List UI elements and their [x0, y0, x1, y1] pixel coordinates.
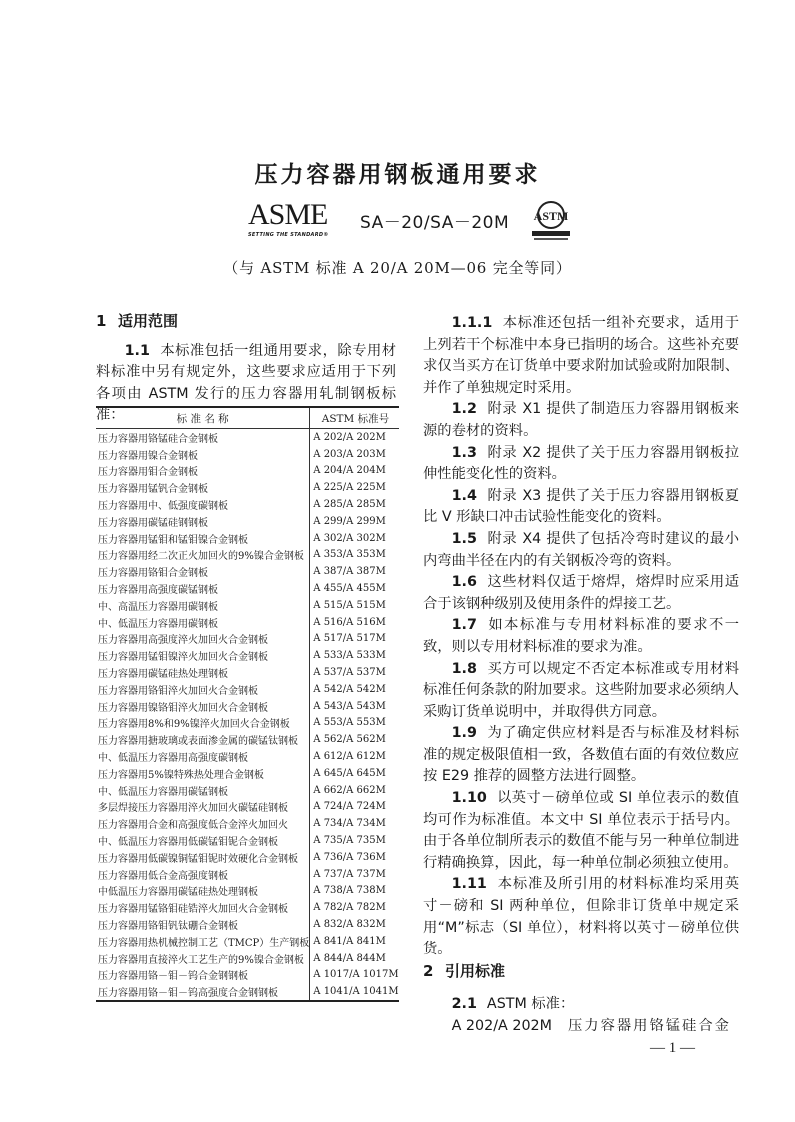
clause-paragraph [423, 788, 739, 874]
clause-paragraph [423, 486, 739, 529]
astm-number: A 203/A 203M [310, 446, 399, 463]
clause-text: 本标准包括一组通用要求，除专用材料标准中另有规定外，这些要求应适用于下列各项由 ASTM 发行的压力容器用轧制钢板标准： [96, 342, 396, 424]
table-row [96, 731, 399, 748]
page-number: — 1 — [650, 1040, 695, 1056]
standard-name: 中、低温压力容器用碳锰钢板 [98, 786, 228, 798]
standard-name: 压力容器用镍合金钢板 [98, 450, 198, 462]
clause-number: 1.3 [451, 444, 477, 461]
standard-name: 压力容器用搪玻璃或表面渗金属的碳锰钛钢板 [98, 736, 298, 748]
astm-number: A 225/A 225M [310, 479, 399, 496]
table-row [96, 580, 399, 597]
standard-name: 压力容器用中、低强度碳钢板 [98, 501, 228, 513]
standard-name: 压力容器用低碳镍铜锰钼铌时效硬化合金钢板 [98, 853, 298, 865]
astm-number: A 202/A 202M [310, 429, 399, 446]
astm-number: A 517/A 517M [310, 631, 399, 648]
clause-number: 1.1.1 [451, 315, 493, 331]
section-number: 2 [423, 961, 434, 980]
table-row [96, 782, 399, 799]
clause-number: 1.1 [124, 342, 150, 359]
reference-title: 压力容器用铬锰硅合金 [567, 1018, 731, 1034]
clause-paragraph [423, 443, 739, 486]
astm-logo [528, 198, 574, 244]
standard-name: 中、低温压力容器用高强度碳钢板 [98, 753, 248, 765]
astm-number: A 782/A 782M [310, 899, 399, 916]
standard-name: 压力容器用5%镍特殊热处理合金钢板 [98, 769, 264, 781]
astm-number: A 553/A 553M [310, 715, 399, 732]
standard-name: 压力容器用铬钼钒钛硼合金钢板 [98, 921, 238, 932]
clause-paragraph [423, 529, 739, 572]
clause-text: 如本标准与专用材料标准的要求不一致，则以专用材料标准的要求为准。 [423, 617, 739, 655]
clause-number: 1.2 [451, 401, 477, 418]
svg-text:ASTM: ASTM [533, 209, 569, 223]
clause-number: 1.10 [451, 790, 487, 807]
table-row [96, 563, 399, 580]
clause-paragraph [423, 399, 739, 442]
table-row [96, 479, 399, 496]
clause-text: 附录 X4 提供了包括冷弯时建议的最小内弯曲半径在内的有关钢板冷弯的资料。 [423, 530, 739, 569]
standard-name: 压力容器用高强度碳锰钢板 [98, 585, 218, 597]
paragraph-2-1 [423, 994, 739, 1016]
standard-name: 压力容器用铬钼淬火加回火合金钢板 [98, 685, 258, 697]
table-row [96, 967, 399, 984]
astm-number: A 455/A 455M [310, 580, 399, 597]
table-row [96, 698, 399, 715]
document-title: 压力容器用钢板通用要求 [254, 162, 541, 188]
table-row [96, 647, 399, 664]
subtitle: （与 ASTM 标准 A 20/A 20M—06 完全等同） [223, 259, 572, 277]
section-number: 1 [96, 312, 107, 330]
standard-code: SA－20/SA－20M [360, 213, 510, 233]
right-column [423, 313, 739, 1038]
astm-number: A 533/A 533M [310, 647, 399, 664]
table-header [96, 407, 399, 429]
astm-number: A 841/A 841M [310, 933, 399, 950]
table-row [96, 513, 399, 530]
astm-number: A 1017/A 1017M [310, 967, 399, 984]
column-header-name: 标 准 名 称 [96, 407, 310, 429]
astm-number: A 353/A 353M [310, 547, 399, 564]
standards-table [96, 406, 399, 1002]
clause-paragraph [423, 659, 739, 724]
clause-text: 本标准还包括一组补充要求，适用于上列若干个标准中本身已指明的场合。这些补充要求仅当买方在订货单中要求附加试验或附加限制、并作了单独规定时采用。 [423, 315, 739, 396]
clause-text: 这些材料仅适于熔焊，熔焊时应采用适合于该钢种级别及使用条件的焊接工艺。 [423, 574, 739, 612]
standard-name: 压力容器用锰钼和锰钼镍合金钢板 [98, 534, 248, 546]
astm-number: A 735/A 735M [310, 832, 399, 849]
asme-logo: ASME SETTING THE STANDARD® [248, 198, 329, 238]
standard-name: 中、高温压力容器用碳钢板 [98, 601, 218, 613]
astm-number: A 645/A 645M [310, 765, 399, 782]
table-row [96, 765, 399, 782]
standard-name: 压力容器用锰钒合金钢板 [98, 484, 208, 496]
astm-number: A 543/A 543M [310, 698, 399, 715]
table-row [96, 446, 399, 463]
astm-number: A 724/A 724M [310, 799, 399, 816]
table-row [96, 899, 399, 916]
standard-name: 中、低温压力容器用低碳锰钼铌合金钢板 [98, 837, 278, 849]
clause-text: 附录 X1 提供了制造压力容器用钢板来源的卷材的资料。 [423, 401, 739, 439]
astm-number: A 1041/A 1041M [310, 983, 399, 1001]
table-row [96, 597, 399, 614]
clause-number: 2.1 [451, 996, 477, 1013]
clause-number: 1.11 [451, 876, 487, 893]
astm-number: A 844/A 844M [310, 950, 399, 967]
section-title: 适用范围 [118, 312, 179, 330]
clause-paragraph [423, 313, 739, 399]
table-row [96, 799, 399, 816]
clause-number: 1.5 [451, 530, 477, 547]
clause-text: 买方可以规定不否定本标准或专用材料标准任何条款的附加要求。这些附加要求必须纳人采购订货单说明中，并取得供方同意。 [423, 660, 739, 720]
standard-name: 多层焊接压力容器用淬火加回火碳锰硅钢板 [98, 803, 288, 815]
standard-name: 压力容器用锰铬钼硅锆淬火加回火合金钢板 [98, 904, 288, 916]
clause-number: 1.4 [451, 487, 477, 504]
table-row [96, 933, 399, 950]
table-row [96, 832, 399, 849]
table-row [96, 530, 399, 547]
astm-number: A 204/A 204M [310, 463, 399, 480]
table-row [96, 883, 399, 900]
clause-text: 为了确定供应材料是否与标准及材料标准的规定极限值相一致，各数值右面的有效位数应按 E29 推荐的圆整方法进行圆整。 [423, 725, 739, 785]
standard-name: 压力容器用8%和9%镍淬火加回火合金钢板 [98, 719, 290, 731]
astm-number: A 299/A 299M [310, 513, 399, 530]
standard-name: 压力容器用高强度淬火加回火合金钢板 [98, 635, 268, 647]
standard-name: 压力容器用铬锰硅合金钢板 [98, 433, 218, 445]
table-row [96, 463, 399, 480]
clause-text: 附录 X3 提供了关于压力容器用钢板夏比 V 形缺口冲击试验性能变化的资料。 [423, 487, 739, 526]
astm-number: A 537/A 537M [310, 664, 399, 681]
standard-name: 压力容器用热机械控制工艺（TMCP）生产钢板 [98, 937, 310, 949]
astm-number: A 285/A 285M [310, 496, 399, 513]
clause-text: 本标准及所引用的材料标准均采用英寸－磅和 SI 两种单位，但除非订货单中规定采用“M”标志（SI 单位），材料将以英寸－磅单位供货。 [423, 876, 739, 958]
standard-name: 压力容器用铬钼合金钢板 [98, 568, 208, 580]
table-row [96, 916, 399, 933]
astm-number: A 302/A 302M [310, 530, 399, 547]
standard-name: 压力容器用铬－钼－钨高强度合金钢钢板 [98, 988, 278, 1000]
standard-name: 压力容器用经二次正火加回火的9%镍合金钢板 [98, 551, 304, 563]
section-title: 引用标准 [445, 961, 506, 980]
table-row [96, 496, 399, 513]
astm-number: A 387/A 387M [310, 563, 399, 580]
standard-name: 压力容器用低合金高强度钢板 [98, 870, 228, 882]
table-row [96, 815, 399, 832]
table-row [96, 614, 399, 631]
standard-name: 中低温压力容器用碳锰硅热处理钢板 [98, 887, 258, 899]
reference-code: A 202/A 202M [451, 1018, 552, 1034]
clause-paragraph [423, 572, 739, 615]
astm-number: A 832/A 832M [310, 916, 399, 933]
standard-name: 压力容器用铬－钼－钨合金钢钢板 [98, 971, 248, 983]
astm-number: A 738/A 738M [310, 883, 399, 900]
clause-paragraph [423, 615, 739, 658]
clause-number: 1.7 [451, 617, 477, 634]
clause-text: 以英寸－磅单位或 SI 单位表示的数值均可作为标准值。本文中 SI 单位表示于括号内。由于各单位制所表示的数值不能与另一种单位制进行精确换算，因此，每一种单位制必须独立使用。 [423, 790, 739, 871]
column-header-number: ASTM 标准号 [310, 407, 399, 429]
astm-number: A 737/A 737M [310, 866, 399, 883]
clause-text: ASTM 标准： [486, 996, 575, 1013]
clause-number: 1.6 [451, 574, 477, 591]
astm-number: A 734/A 734M [310, 815, 399, 832]
standard-name: 压力容器用锰钼镍淬火加回火合金钢板 [98, 652, 268, 664]
table-row [96, 849, 399, 866]
astm-number: A 662/A 662M [310, 782, 399, 799]
table-row [96, 631, 399, 648]
astm-number: A 542/A 542M [310, 681, 399, 698]
standard-name: 压力容器用直接淬火工艺生产的9%镍合金钢板 [98, 954, 304, 966]
clause-number: 1.8 [451, 660, 477, 677]
table-row [96, 983, 399, 1001]
table-row [96, 547, 399, 564]
table-row [96, 866, 399, 883]
clause-number: 1.9 [451, 725, 477, 742]
table-row [96, 664, 399, 681]
standard-name: 中、低温压力容器用碳钢板 [98, 618, 218, 630]
header-logos [0, 198, 795, 244]
standard-name: 压力容器用合金和高强度低合金淬火加回火 [98, 820, 288, 832]
table-row [96, 429, 399, 446]
astm-number: A 736/A 736M [310, 849, 399, 866]
reference-item [423, 1016, 739, 1038]
section-1-heading [96, 311, 396, 333]
standard-name: 压力容器用碳锰硅钢钢板 [98, 517, 208, 529]
table-row [96, 748, 399, 765]
table-row [96, 681, 399, 698]
section-2-heading [423, 961, 739, 983]
astm-number: A 515/A 515M [310, 597, 399, 614]
astm-number: A 612/A 612M [310, 748, 399, 765]
standard-name: 压力容器用镍铬钼淬火加回火合金钢板 [98, 702, 268, 714]
astm-number: A 516/A 516M [310, 614, 399, 631]
clause-paragraph [423, 723, 739, 788]
standard-name: 压力容器用碳锰硅热处理钢板 [98, 669, 228, 681]
table-row [96, 950, 399, 967]
astm-number: A 562/A 562M [310, 731, 399, 748]
table-row [96, 715, 399, 732]
standard-name: 压力容器用钼合金钢板 [98, 467, 198, 479]
clause-paragraph [423, 874, 739, 960]
clause-text: 附录 X2 提供了关于压力容器用钢板拉伸性能变化性的资料。 [423, 444, 739, 483]
